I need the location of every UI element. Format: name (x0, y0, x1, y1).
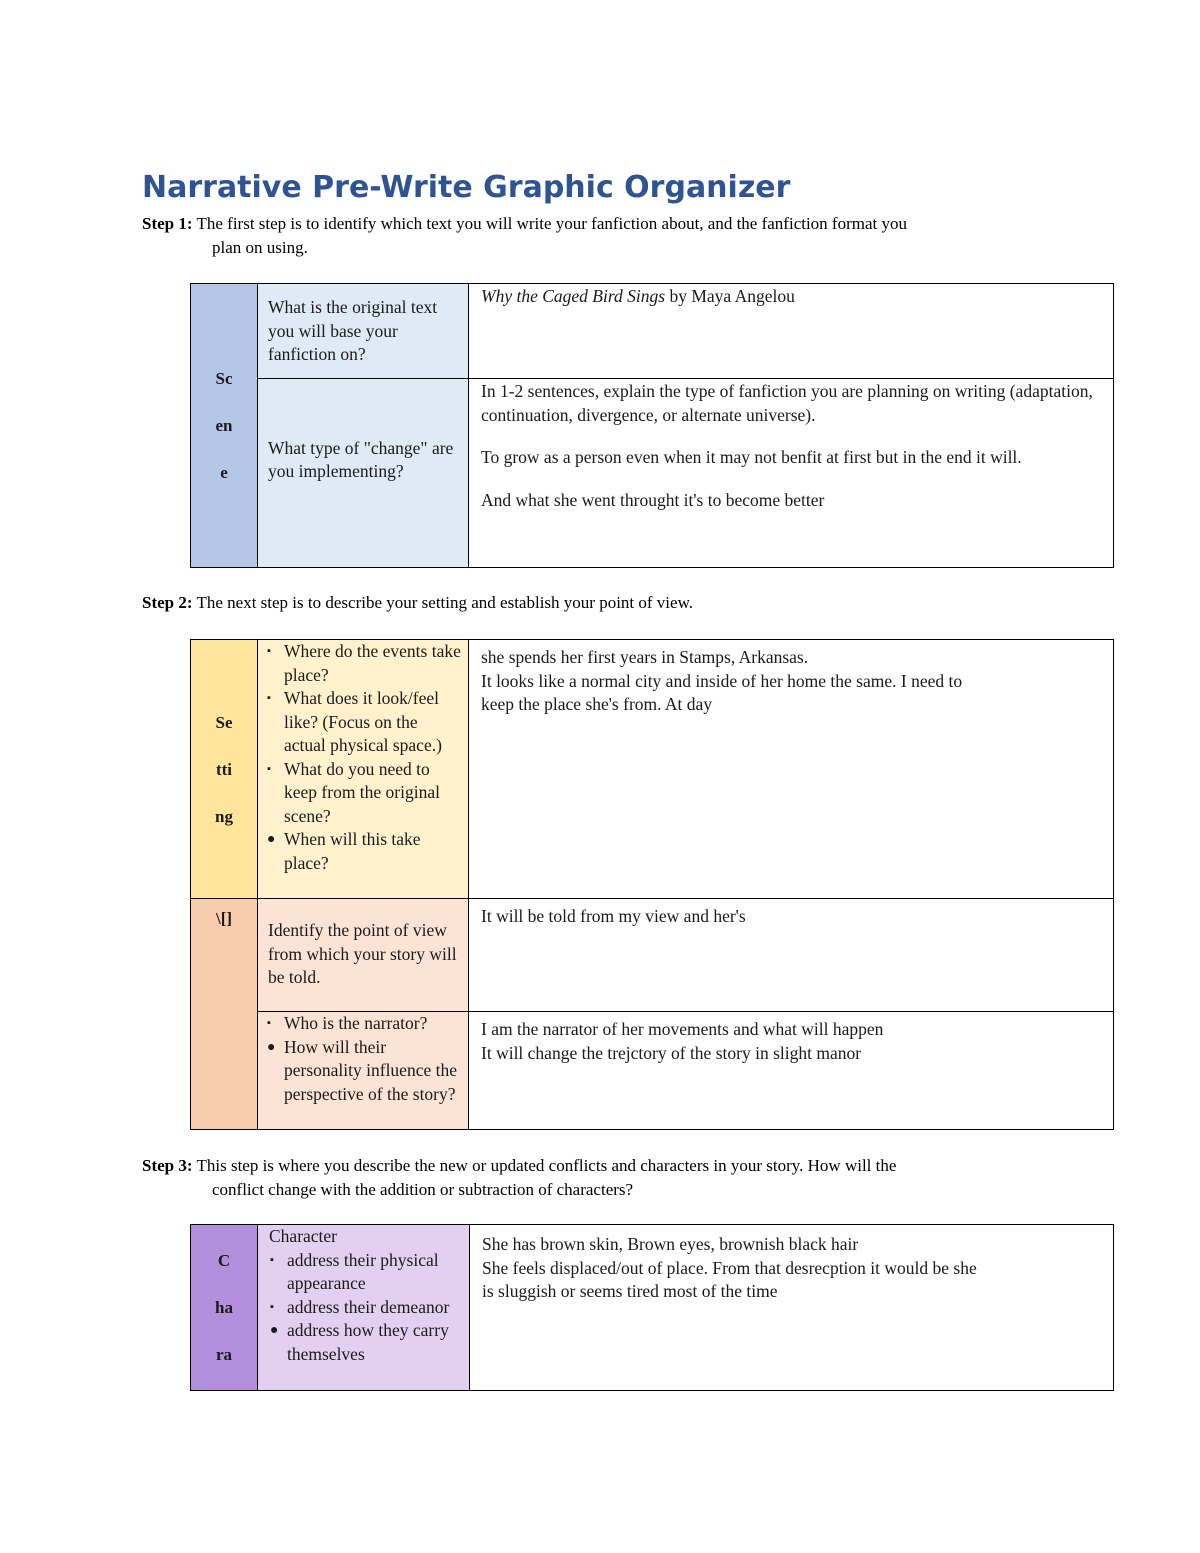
pov-category-label: \[] (215, 909, 233, 928)
step-1-text: The first step is to identify which text you will write your fanfiction about, and the fanfiction format you (192, 214, 907, 233)
step-2-label: Step 2: (142, 593, 193, 612)
setting-bullet: ▪ What does it look/feel like? (Focus on the actual physical space.) (267, 688, 442, 755)
step-1-label: Step 1: (142, 214, 193, 233)
setting-category-line: ng (215, 806, 233, 826)
setting-bullet: ● When will this take place? (267, 829, 421, 873)
setting-answer-line: keep the place she's from. At day (481, 694, 713, 714)
character-bullet: ● address how they carry themselves (270, 1320, 449, 1364)
setting-category-cell (191, 640, 258, 899)
step-3-instructions (142, 1154, 896, 1202)
setting-category-line: tti (215, 759, 233, 779)
character-answer-line: She has brown skin, Brown eyes, brownish black hair (482, 1234, 859, 1254)
scene-table (190, 283, 1114, 568)
book-author: by Maya Angelou (665, 286, 795, 306)
pov-bullet: ● How will their personality influence the perspective of the story? (267, 1036, 457, 1104)
setting-category-line: Se (215, 712, 233, 732)
scene-question-change-type: What type of "change" are you implementing? (258, 379, 469, 568)
setting-answer-line: she spends her first years in Stamps, Arkansas. (481, 647, 809, 667)
character-answer-line: is sluggish or seems tired most of the time (482, 1281, 778, 1301)
scene-question-original-text: What is the original text you will base your fanfiction on? (258, 284, 469, 379)
step-3-label: Step 3: (142, 1156, 193, 1175)
scene-answer-line: And what she went throught it's to become better (481, 489, 825, 510)
step-1-instructions (142, 212, 907, 260)
character-bullet: ▪ address their demeanor (270, 1296, 450, 1317)
pov-category-cell (191, 899, 258, 1130)
setting-pov-table (190, 639, 1114, 1130)
step-1-continuation: plan on using. (212, 238, 308, 257)
scene-category-line: en (215, 416, 233, 435)
scene-category-line: Sc (215, 369, 233, 388)
scene-category-cell (191, 284, 258, 568)
page-title: Narrative Pre-Write Graphic Organizer (142, 170, 791, 205)
step-3-continuation: conflict change with the addition or subtraction of characters? (212, 1180, 634, 1199)
scene-answer-change-type[interactable] (469, 379, 1114, 568)
step-2-instructions (142, 591, 693, 615)
character-category-cell (191, 1225, 258, 1391)
setting-questions (258, 640, 469, 899)
scene-category-line: e (220, 463, 228, 482)
setting-answer[interactable] (469, 640, 1114, 899)
character-answer[interactable] (470, 1225, 1114, 1391)
character-questions (258, 1225, 470, 1391)
book-title: Why the Caged Bird Sings (481, 286, 666, 306)
pov-questions-narrator (258, 1012, 469, 1130)
setting-answer-line: It looks like a normal city and inside of her home the same. I need to (481, 670, 963, 691)
character-table (190, 1224, 1114, 1391)
scene-answer-original-text[interactable] (469, 284, 1114, 379)
pov-bullet: ▪ Who is the narrator? (267, 1013, 428, 1033)
pov-answer-line: It will change the trejctory of the story in slight manor (481, 1042, 862, 1063)
character-category-line: ha (215, 1298, 233, 1317)
pov-answer-line: It will be told from my view and her's (481, 906, 746, 926)
character-answer-line: She feels displaced/out of place. From that desrecption it would be she (482, 1257, 977, 1278)
character-heading: Character (269, 1226, 338, 1246)
setting-bullet: ▪ Where do the events take place? (267, 641, 461, 685)
scene-answer-prompt: In 1-2 sentences, explain the type of fanfiction you are planning on writing (adaptation, continuation, divergence, or alternate universe). (481, 381, 1093, 425)
character-bullet: ▪ address their physical appearance (270, 1249, 439, 1293)
setting-bullet: ▪ What do you need to keep from the original scene? (267, 758, 440, 826)
character-category-line: ra (215, 1345, 233, 1364)
pov-answer-line: I am the narrator of her movements and what will happen (481, 1019, 884, 1039)
pov-answer-narrator[interactable] (469, 1012, 1114, 1130)
pov-question-identify: Identify the point of view from which your story will be told. (258, 899, 469, 1012)
scene-answer-line: To grow as a person even when it may not benfit at first but in the end it will. (481, 447, 1022, 467)
character-category-line: C (217, 1251, 231, 1270)
step-3-text: This step is where you describe the new or updated conflicts and characters in your story. How will the (192, 1156, 897, 1175)
pov-answer-identify[interactable] (469, 899, 1114, 1012)
step-2-text: The next step is to describe your setting and establish your point of view. (192, 593, 693, 612)
